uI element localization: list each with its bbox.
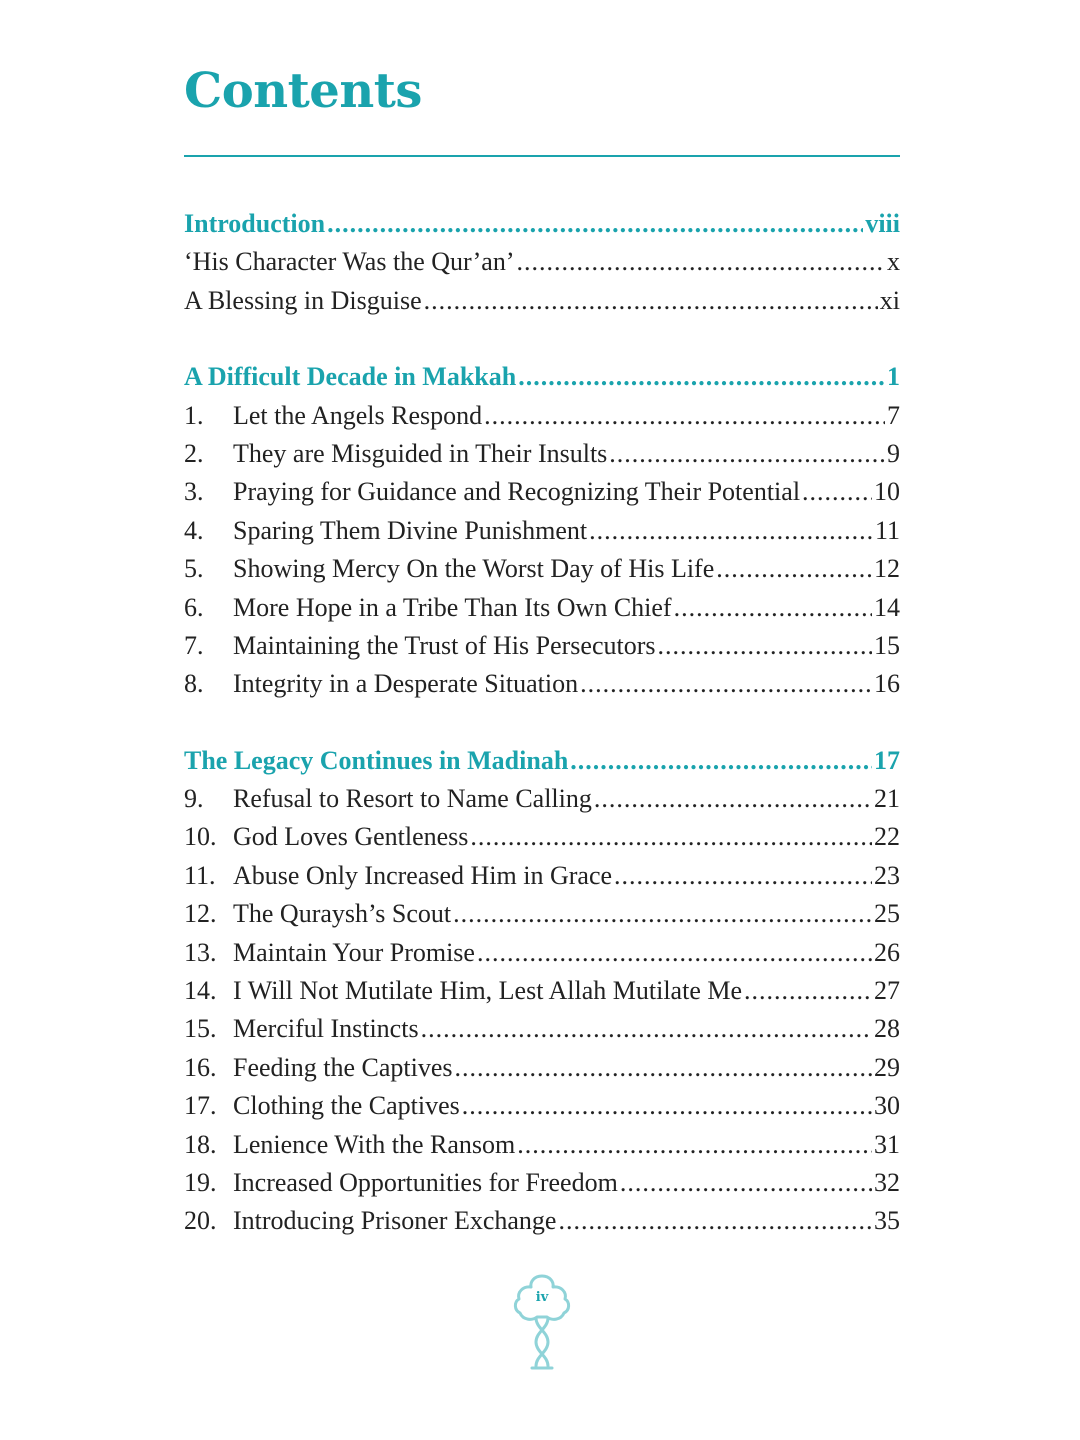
toc-entry[interactable] (184, 1126, 900, 1164)
toc-entry-label: Showing Mercy On the Worst Day of His Life (233, 554, 715, 584)
toc-entry-number: 12. (184, 899, 217, 929)
toc-section-introduction (184, 205, 900, 320)
toc-entry[interactable] (184, 1049, 900, 1087)
toc-entry-page: x (887, 247, 900, 277)
toc-entry[interactable] (184, 1202, 900, 1240)
table-of-contents (184, 205, 900, 1279)
toc-entry-page: 26 (874, 937, 900, 967)
toc-heading-page: 1 (887, 362, 900, 392)
dot-leader (462, 1087, 872, 1125)
tree-ornament-icon (510, 1270, 574, 1374)
dot-leader (744, 972, 872, 1010)
toc-entry-page: 25 (874, 899, 900, 929)
toc-entry-number: 8. (184, 669, 204, 699)
toc-entry-label: Refusal to Resort to Name Calling (233, 784, 592, 814)
toc-entry-label: They are Misguided in Their Insults (233, 438, 608, 468)
toc-entry-label: Let the Angels Respond (233, 400, 483, 430)
toc-entry-page: 16 (874, 669, 900, 699)
dot-leader (424, 282, 878, 320)
toc-entry-label: I Will Not Mutilate Him, Lest Allah Mutilate Me (233, 976, 743, 1006)
dot-leader (484, 397, 885, 435)
dot-leader (421, 1010, 872, 1048)
toc-entry-number: 4. (184, 515, 204, 545)
toc-entry-number: 10. (184, 822, 217, 852)
toc-entry-number: 2. (184, 438, 204, 468)
toc-heading-page: 17 (874, 745, 900, 775)
toc-entry-label: Abuse Only Increased Him in Grace (233, 860, 613, 890)
dot-leader (470, 818, 872, 856)
dot-leader (620, 1164, 872, 1202)
toc-entry-label: Clothing the Captives (233, 1091, 460, 1121)
toc-entry-number: 17. (184, 1091, 217, 1121)
dot-leader (516, 243, 885, 281)
toc-entry-number: 20. (184, 1206, 217, 1236)
toc-entry-page: 22 (874, 822, 900, 852)
dot-leader (609, 435, 885, 473)
toc-entry-number: 3. (184, 477, 204, 507)
dot-leader (517, 1126, 872, 1164)
toc-entry-page: 11 (874, 515, 900, 545)
toc-entry-label: God Loves Gentleness (233, 822, 469, 852)
toc-entry-number: 6. (184, 592, 204, 622)
toc-entry-number: 15. (184, 1014, 217, 1044)
toc-entry[interactable] (184, 1087, 900, 1125)
toc-entry-label: Maintaining the Trust of His Persecutors (233, 630, 656, 660)
dot-leader (658, 627, 873, 665)
toc-entry-number: 14. (184, 976, 217, 1006)
title-divider (184, 155, 900, 157)
toc-entry-page: 32 (874, 1167, 900, 1197)
toc-entry-number: 1. (184, 400, 204, 430)
toc-entry-number: 9. (184, 784, 204, 814)
dot-leader (558, 1202, 872, 1240)
toc-entry-label: Lenience With the Ransom (233, 1129, 516, 1159)
dot-leader (614, 857, 872, 895)
toc-entry-label: Praying for Guidance and Recognizing Their Potential (233, 477, 801, 507)
toc-heading-introduction[interactable] (184, 205, 900, 243)
toc-entry-number: 11. (184, 860, 216, 890)
toc-entry[interactable] (184, 857, 900, 895)
toc-entry[interactable] (184, 473, 900, 511)
toc-heading-page: viii (865, 209, 900, 238)
toc-entry-page: 14 (874, 592, 900, 622)
toc-entry-page: 15 (874, 630, 900, 660)
toc-entry-label: The Quraysh’s Scout (233, 899, 452, 929)
toc-entry[interactable] (184, 282, 900, 320)
toc-entry-page: 30 (874, 1091, 900, 1121)
toc-entry-label: Increased Opportunities for Freedom (233, 1167, 618, 1197)
toc-entry-page: 29 (874, 1052, 900, 1082)
dot-leader (674, 589, 872, 627)
toc-entry-page: 31 (874, 1129, 900, 1159)
page-number: iv (535, 1290, 549, 1305)
toc-entry-label: More Hope in a Tribe Than Its Own Chief (233, 592, 672, 622)
toc-entry-label: Sparing Them Divine Punishment (233, 515, 588, 545)
dot-leader (594, 780, 872, 818)
toc-entry-label: Feeding the Captives (233, 1052, 453, 1082)
page-footer (510, 1270, 574, 1374)
toc-entry-page: 28 (874, 1014, 900, 1044)
page-title: Contents (184, 63, 422, 119)
toc-heading-label: The Legacy Continues in Madinah (184, 745, 569, 775)
toc-entry[interactable] (184, 818, 900, 856)
toc-heading-madinah[interactable] (184, 742, 900, 780)
toc-entry-page: 10 (874, 477, 900, 507)
toc-entry[interactable] (184, 512, 900, 550)
toc-heading-makkah[interactable] (184, 358, 900, 396)
dot-leader (580, 665, 872, 703)
toc-entry[interactable] (184, 627, 900, 665)
toc-entry-number: 13. (184, 937, 217, 967)
dot-leader (477, 934, 872, 972)
dot-leader (716, 550, 872, 588)
toc-heading-label: A Difficult Decade in Makkah (184, 362, 517, 392)
toc-section-makkah (184, 358, 900, 704)
toc-entry[interactable] (184, 780, 900, 818)
toc-entry[interactable] (184, 934, 900, 972)
toc-entry-number: 7. (184, 630, 204, 660)
toc-entry-label: Merciful Instincts (233, 1014, 419, 1044)
toc-entry[interactable] (184, 665, 900, 703)
toc-entry-page: 23 (874, 860, 900, 890)
dot-leader (453, 895, 872, 933)
toc-entry[interactable] (184, 895, 900, 933)
toc-entry[interactable] (184, 550, 900, 588)
toc-entry-number: 18. (184, 1129, 217, 1159)
toc-entry-label: A Blessing in Disguise (184, 285, 422, 315)
toc-entry-label: Introducing Prisoner Exchange (233, 1206, 557, 1236)
dot-leader (518, 358, 885, 396)
dot-leader (327, 205, 863, 243)
toc-section-madinah (184, 742, 900, 1241)
toc-entry-page: 9 (887, 438, 900, 468)
dot-leader (589, 512, 873, 550)
toc-entry[interactable] (184, 397, 900, 435)
toc-entry[interactable] (184, 972, 900, 1010)
toc-page (184, 0, 900, 1440)
dot-leader (802, 473, 872, 511)
toc-entry-number: 16. (184, 1052, 217, 1082)
toc-entry-label: Integrity in a Desperate Situation (233, 669, 579, 699)
toc-entry[interactable] (184, 435, 900, 473)
dot-leader (455, 1049, 872, 1087)
toc-entry-label: Maintain Your Promise (233, 937, 475, 967)
toc-entry-page: 21 (874, 784, 900, 814)
toc-entry-page: 35 (874, 1206, 900, 1236)
toc-entry-page: 12 (874, 554, 900, 584)
toc-entry[interactable] (184, 1010, 900, 1048)
toc-entry-page: 27 (874, 976, 900, 1006)
toc-entry-page: xi (879, 285, 900, 315)
toc-entry-page: 7 (887, 400, 900, 430)
toc-entry[interactable] (184, 589, 900, 627)
dot-leader (570, 742, 872, 780)
toc-entry-number: 5. (184, 554, 204, 584)
toc-heading-label: Introduction (184, 209, 326, 238)
toc-entry-number: 19. (184, 1167, 217, 1197)
toc-entry-label: ‘His Character Was the Qur’an’ (184, 247, 515, 277)
toc-entry[interactable] (184, 1164, 900, 1202)
toc-entry[interactable] (184, 243, 900, 281)
